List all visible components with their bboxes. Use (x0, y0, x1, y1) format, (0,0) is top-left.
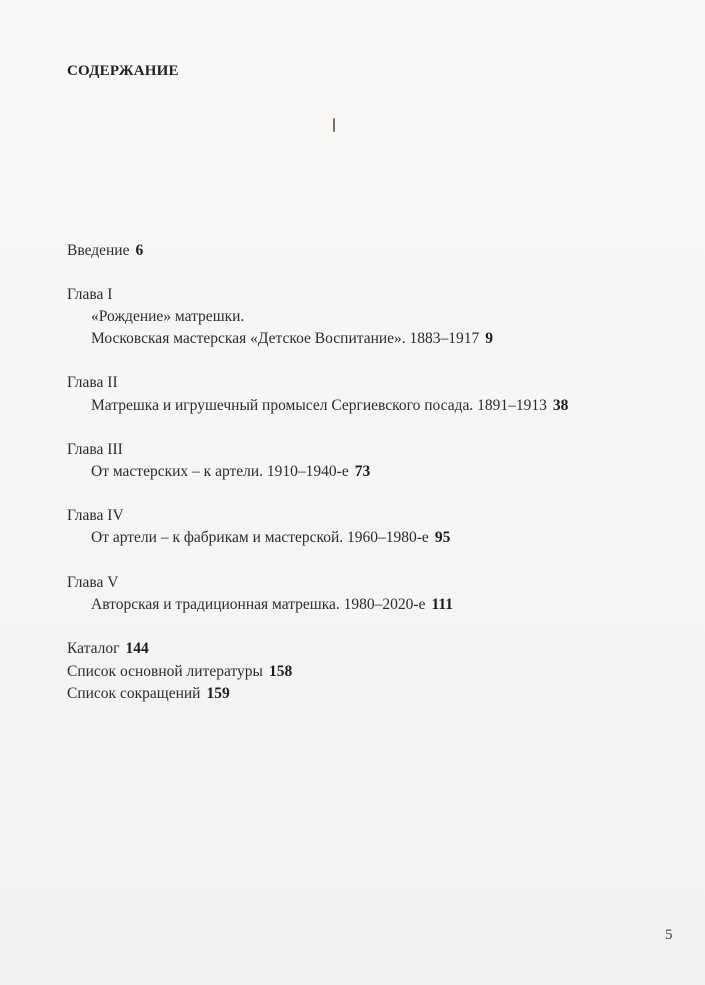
toc-entry-page: 73 (354, 463, 371, 480)
chapter-label: Глава IV (67, 507, 124, 524)
toc-entry-title: Каталог (67, 640, 120, 657)
toc-entry-chapter-4[interactable] (91, 528, 450, 548)
toc-entry-abbreviations[interactable] (67, 684, 230, 704)
toc-entry-title: Матрешка и игрушечный промысел Сергиевского посада. 1891–1913 (91, 397, 547, 414)
toc-entry-title: От артели – к фабрикам и мастерской. 1960–1980-е (91, 529, 429, 546)
chapter-label: Глава I (67, 286, 113, 303)
toc-entry-title: Московская мастерская «Детское Воспитание». 1883–1917 (91, 330, 480, 347)
toc-entry-chapter-5[interactable] (91, 595, 453, 615)
toc-entry-page: 111 (431, 596, 453, 613)
toc-entry-page: 95 (434, 529, 451, 546)
toc-entry-title: Введение (67, 242, 130, 259)
page-number: 5 (665, 927, 673, 943)
chapter-label: Глава III (67, 441, 123, 458)
toc-entry-catalog[interactable] (67, 639, 149, 659)
toc-entry-page: 158 (268, 663, 293, 680)
toc-entry-title: Список сокращений (67, 685, 201, 702)
toc-entry-title: Список основной литературы (67, 663, 263, 680)
page-title: СОДЕРЖАНИЕ (67, 63, 179, 79)
toc-entry-chapter-1[interactable] (91, 329, 493, 349)
paper-speck (333, 118, 335, 132)
toc-entry-page: 6 (135, 242, 144, 259)
toc-entry-title: Авторская и традиционная матрешка. 1980–2020-е (91, 596, 426, 613)
chapter-subtitle: «Рождение» матрешки. (91, 308, 245, 325)
toc-entry-bibliography[interactable] (67, 662, 292, 682)
chapter-label: Глава II (67, 374, 118, 391)
toc-entry-page: 144 (125, 640, 149, 657)
toc-entry-chapter-2[interactable] (91, 396, 568, 416)
toc-entry-title: От мастерских – к артели. 1910–1940-е (91, 463, 349, 480)
toc-entry-intro[interactable] (67, 241, 143, 261)
toc-entry-page: 159 (206, 685, 230, 702)
chapter-label: Глава V (67, 574, 119, 591)
toc-entry-page: 9 (485, 330, 494, 347)
toc-entry-page: 38 (552, 397, 569, 414)
toc-entry-chapter-3[interactable] (91, 462, 370, 482)
